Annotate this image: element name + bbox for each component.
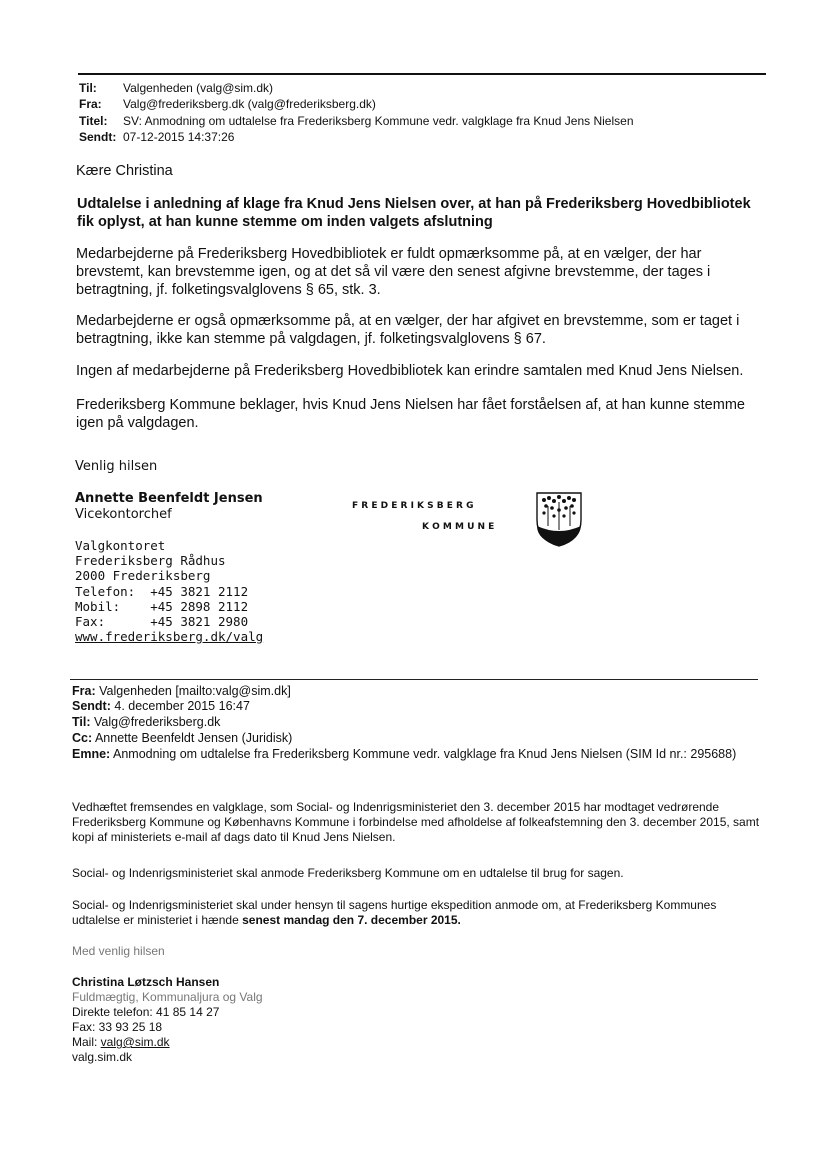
signature-fax: Fax: +45 3821 2980: [75, 614, 249, 629]
original-closing: Med venlig hilsen: [72, 944, 165, 958]
fwd-from-row: [72, 684, 291, 699]
header-to-row: [79, 81, 273, 95]
fwd-to-value: Valg@frederiksberg.dk: [94, 715, 221, 729]
original-sender-title: Fuldmægtig, Kommunaljura og Valg: [72, 990, 263, 1004]
logo-text-kommune: K O M M U N E: [422, 522, 495, 532]
header-from-row: [79, 97, 376, 111]
original-mail-label: Mail:: [72, 1035, 101, 1049]
statement-heading: Udtalelse i anledning af klage fra Knud Jens Nielsen over, at han på Frederiksberg Hovedbibliotek fik oplyst, at han kunne stemme om inden valgets afslutning: [77, 196, 751, 230]
original-paragraph-2: Social- og Indenrigsministeriet skal anmode Frederiksberg Kommune om en udtalelse til brug for sagen.: [72, 866, 624, 880]
header-top-rule: [78, 73, 766, 75]
original-fax: Fax: 33 93 25 18: [72, 1020, 163, 1034]
original-paragraph-1: Vedhæftet fremsendes en valgklage, som Social- og Indenrigsministeriet den 3. december 2015 har modtaget vedrørende Frederiksberg Kommune og Københavns Kommune i forbindelse med afholdelse af folkeafstemning den 3. december 2015, samt kopi af ministeriets e-mail af dags dato til Knud Jens Nielsen.: [72, 800, 760, 844]
original-mail-row: [72, 1035, 772, 1050]
reply-paragraph-2: Medarbejderne er også opmærksomme på, at en vælger, der har afgivet en brevstemme, som er taget i betragtning, ikke kan stemme på valgdagen, jf. folketingsvalglovens § 67.: [76, 313, 740, 347]
reply-paragraph-1: Medarbejderne på Frederiksberg Hovedbibliotek er fuldt opmærksomme på, at en vælger, der har brevstemt, kan brevstemme igen, og at det så vil være den senest afgivne brevstemme, der tages i betragtning, jf. folketingsvalglovens § 65, stk. 3.: [76, 246, 711, 298]
fwd-sent-value: 4. december 2015 16:47: [114, 699, 250, 713]
signature-city: 2000 Frederiksberg: [75, 568, 211, 583]
header-from-value: Valg@frederiksberg.dk (valg@frederiksberg.dk): [123, 97, 376, 111]
signature-closing: Venlig hilsen: [75, 459, 158, 474]
original-paragraph-3-text: Social- og Indenrigsministeriet skal under hensyn til sagens hurtige ekspedition anmode om, at Frederiksberg Kommunes udtalelse er ministeriet i hænde: [72, 898, 717, 927]
header-sent-row: [79, 130, 234, 144]
fwd-sent-row: [72, 699, 250, 714]
signature-name: Annette Beenfeldt Jensen: [75, 491, 263, 506]
original-web: valg.sim.dk: [72, 1050, 133, 1064]
signature-web-link[interactable]: www.frederiksberg.dk/valg: [75, 629, 264, 644]
fwd-to-label: Til:: [72, 715, 91, 729]
fwd-subject-row: [72, 747, 736, 762]
signature-title: Vicekontorchef: [75, 507, 172, 522]
forward-separator-rule: [70, 679, 758, 680]
header-sent-value: 07-12-2015 14:37:26: [123, 130, 235, 144]
fwd-from-label: Fra:: [72, 684, 96, 698]
header-to-value: Valgenheden (valg@sim.dk): [123, 81, 274, 95]
header-subject-row: [79, 114, 634, 128]
header-sent-label: Sendt:: [79, 130, 117, 144]
original-paragraph-3: [72, 898, 762, 928]
header-from-label: Fra:: [79, 97, 102, 111]
logo-text-frederiksberg: F R E D E R I K S B E R G: [352, 501, 474, 511]
frederiksberg-coat-of-arms-icon: [534, 490, 584, 548]
signature-phone: Telefon: +45 3821 2112: [75, 584, 249, 599]
fwd-subject-value: Anmodning om udtalelse fra Frederiksberg Kommune vedr. valgklage fra Knud Jens Nielsen (SIM Id nr.: 295688): [113, 747, 737, 761]
fwd-to-row: [72, 715, 220, 730]
original-mail-link[interactable]: valg@sim.dk: [100, 1035, 170, 1049]
fwd-sent-label: Sendt:: [72, 699, 111, 713]
fwd-from-value: Valgenheden [mailto:valg@sim.dk]: [99, 684, 291, 698]
reply-paragraph-4: Frederiksberg Kommune beklager, hvis Knud Jens Nielsen har fået forståelsen af, at han kunne stemme igen på valgdagen.: [76, 397, 745, 431]
fwd-cc-value: Annette Beenfeldt Jensen (Juridisk): [94, 731, 293, 745]
header-to-label: Til:: [79, 81, 97, 95]
fwd-cc-row: [72, 731, 292, 746]
original-sender-name: Christina Løtzsch Hansen: [72, 975, 220, 989]
header-subject-label: Titel:: [79, 114, 108, 128]
signature-dept: Valgkontoret: [75, 538, 166, 553]
signature-mobile: Mobil: +45 2898 2112: [75, 599, 249, 614]
signature-building: Frederiksberg Rådhus: [75, 553, 226, 568]
reply-paragraph-3: Ingen af medarbejderne på Frederiksberg Hovedbibliotek kan erindre samtalen med Knud Jens Nielsen.: [76, 363, 744, 379]
greeting: Kære Christina: [76, 163, 173, 179]
original-direct-phone: Direkte telefon: 41 85 14 27: [72, 1005, 220, 1019]
fwd-cc-label: Cc:: [72, 731, 93, 745]
fwd-subject-label: Emne:: [72, 747, 111, 761]
header-subject-value: SV: Anmodning om udtalelse fra Frederiksberg Kommune vedr. valgklage fra Knud Jens Nielsen: [123, 114, 634, 128]
deadline-text: senest mandag den 7. december 2015.: [242, 913, 461, 927]
